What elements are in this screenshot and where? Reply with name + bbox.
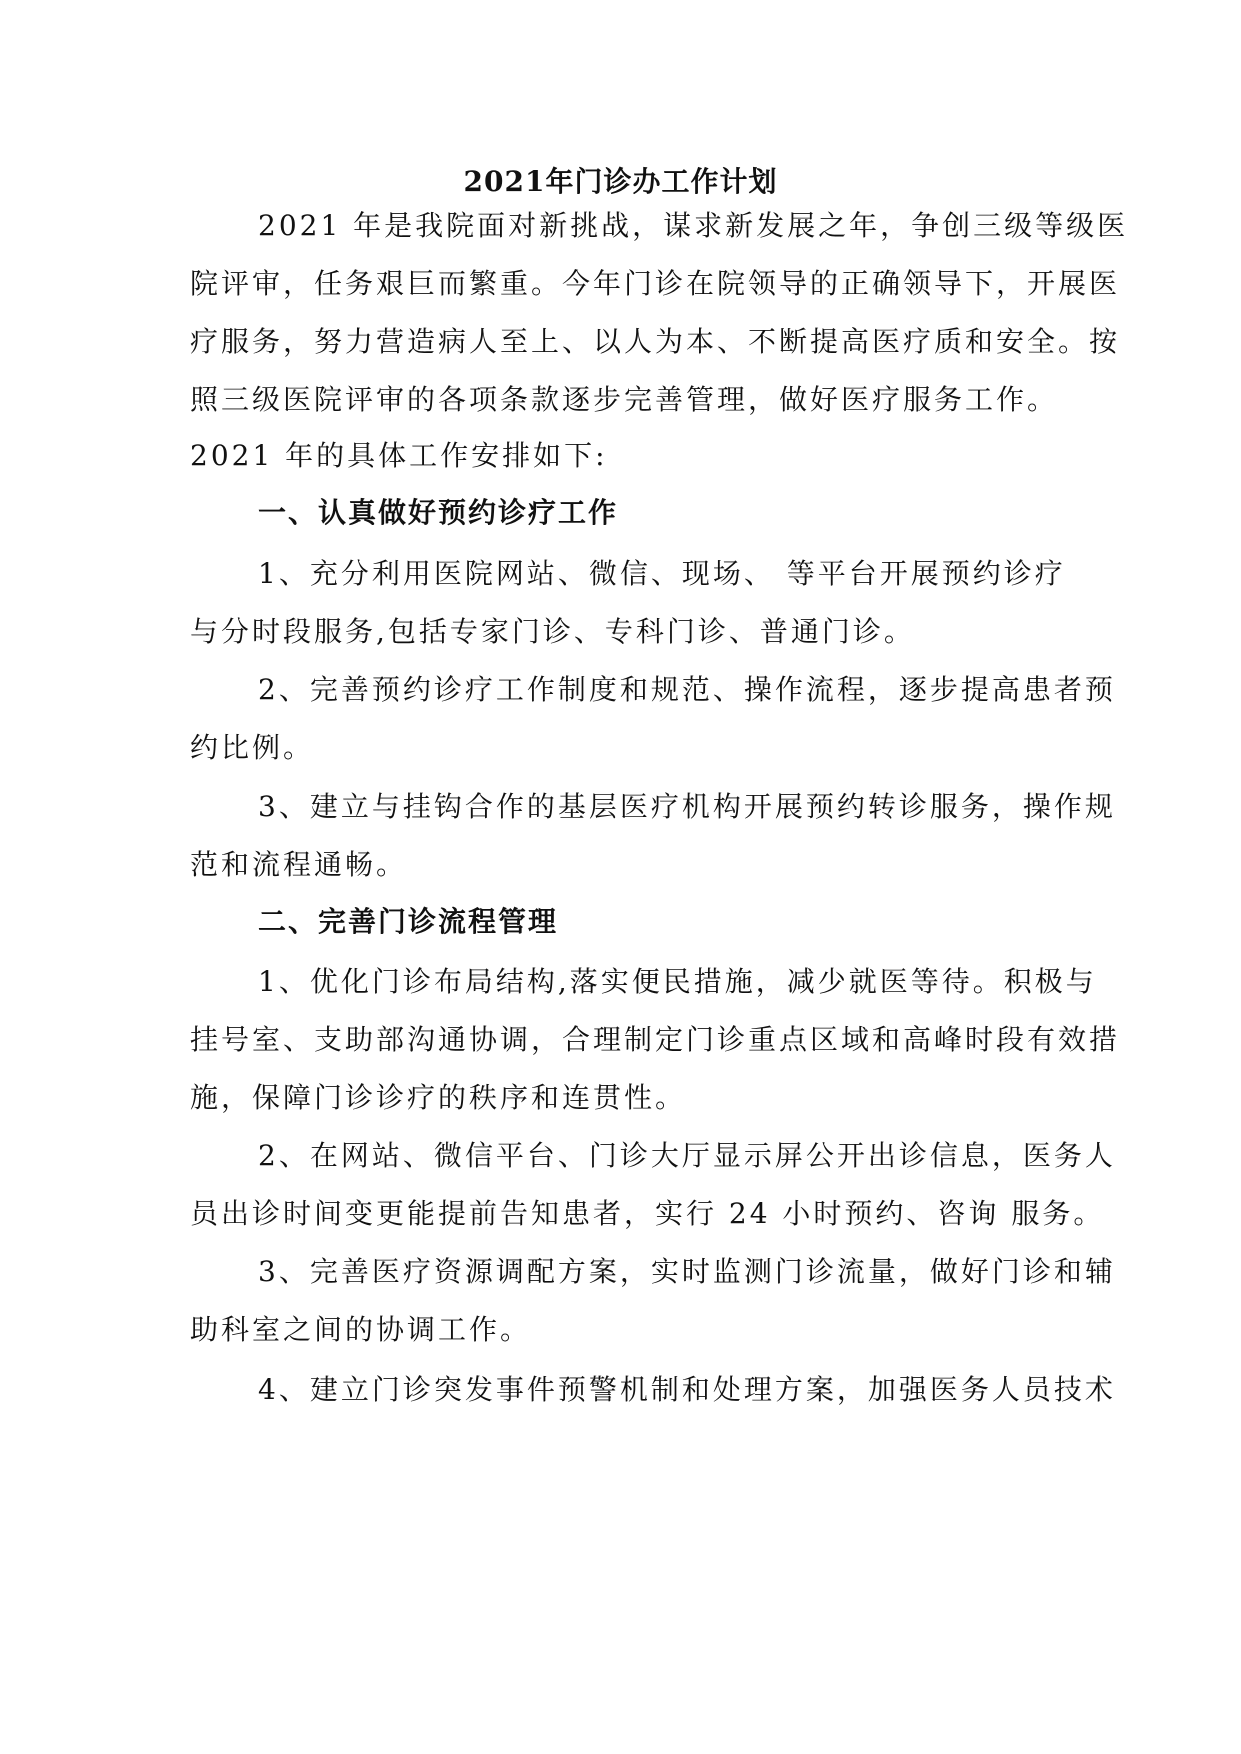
section-1-item-2-line-1: 2、完善预约诊疗工作制度和规范、操作流程，逐步提高患者预 bbox=[258, 673, 1116, 706]
arrangement-line: 2021 年的具体工作安排如下: bbox=[190, 439, 608, 472]
section-1-item-2-line-2: 约比例。 bbox=[190, 731, 315, 764]
section-2-item-3-line-1: 3、完善医疗资源调配方案，实时监测门诊流量，做好门诊和辅 bbox=[258, 1255, 1116, 1288]
section-2-item-2-line-1: 2、在网站、微信平台、门诊大厅显示屏公开出诊信息，医务人 bbox=[258, 1139, 1116, 1172]
section-2-item-1-line-2: 挂号室、支助部沟通协调，合理制定门诊重点区域和高峰时段有效措 bbox=[190, 1023, 1121, 1056]
intro-line-3: 疗服务，努力营造病人至上、以人为本、不断提高医疗质和安全。按 bbox=[190, 325, 1121, 358]
section-2-item-3-line-2: 助科室之间的协调工作。 bbox=[190, 1313, 532, 1346]
document-title: 2021年门诊办工作计划 bbox=[463, 165, 778, 198]
section-2-item-1-line-3: 施，保障门诊诊疗的秩序和连贯性。 bbox=[190, 1081, 687, 1114]
intro-line-1: 2021 年是我院面对新挑战，谋求新发展之年，争创三级等级医 bbox=[258, 209, 1129, 242]
section-1-item-1-line-1: 1、充分利用医院网站、微信、现场、 等平台开展预约诊疗 bbox=[258, 557, 1066, 590]
section-1-item-3-line-1: 3、建立与挂钩合作的基层医疗机构开展预约转诊服务，操作规 bbox=[258, 790, 1116, 823]
section-2-item-2-line-2: 员出诊时间变更能提前告知患者，实行 24 小时预约、咨询 服务。 bbox=[190, 1197, 1105, 1230]
section-1-heading: 一、认真做好预约诊疗工作 bbox=[258, 496, 619, 529]
section-1-item-3-line-2: 范和流程通畅。 bbox=[190, 848, 408, 881]
intro-line-4: 照三级医院评审的各项条款逐步完善管理，做好医疗服务工作。 bbox=[190, 383, 1059, 416]
section-2-heading: 二、完善门诊流程管理 bbox=[258, 905, 559, 938]
section-1-item-1-line-2: 与分时段服务,包括专家门诊、专科门诊、普通门诊。 bbox=[190, 615, 915, 648]
section-2-item-1-line-1: 1、优化门诊布局结构,落实便民措施，减少就医等待。积极与 bbox=[258, 965, 1097, 998]
intro-line-2: 院评审，任务艰巨而繁重。今年门诊在院领导的正确领导下，开展医 bbox=[190, 267, 1121, 300]
section-2-item-4-line-1: 4、建立门诊突发事件预警机制和处理方案，加强医务人员技术 bbox=[258, 1373, 1116, 1406]
